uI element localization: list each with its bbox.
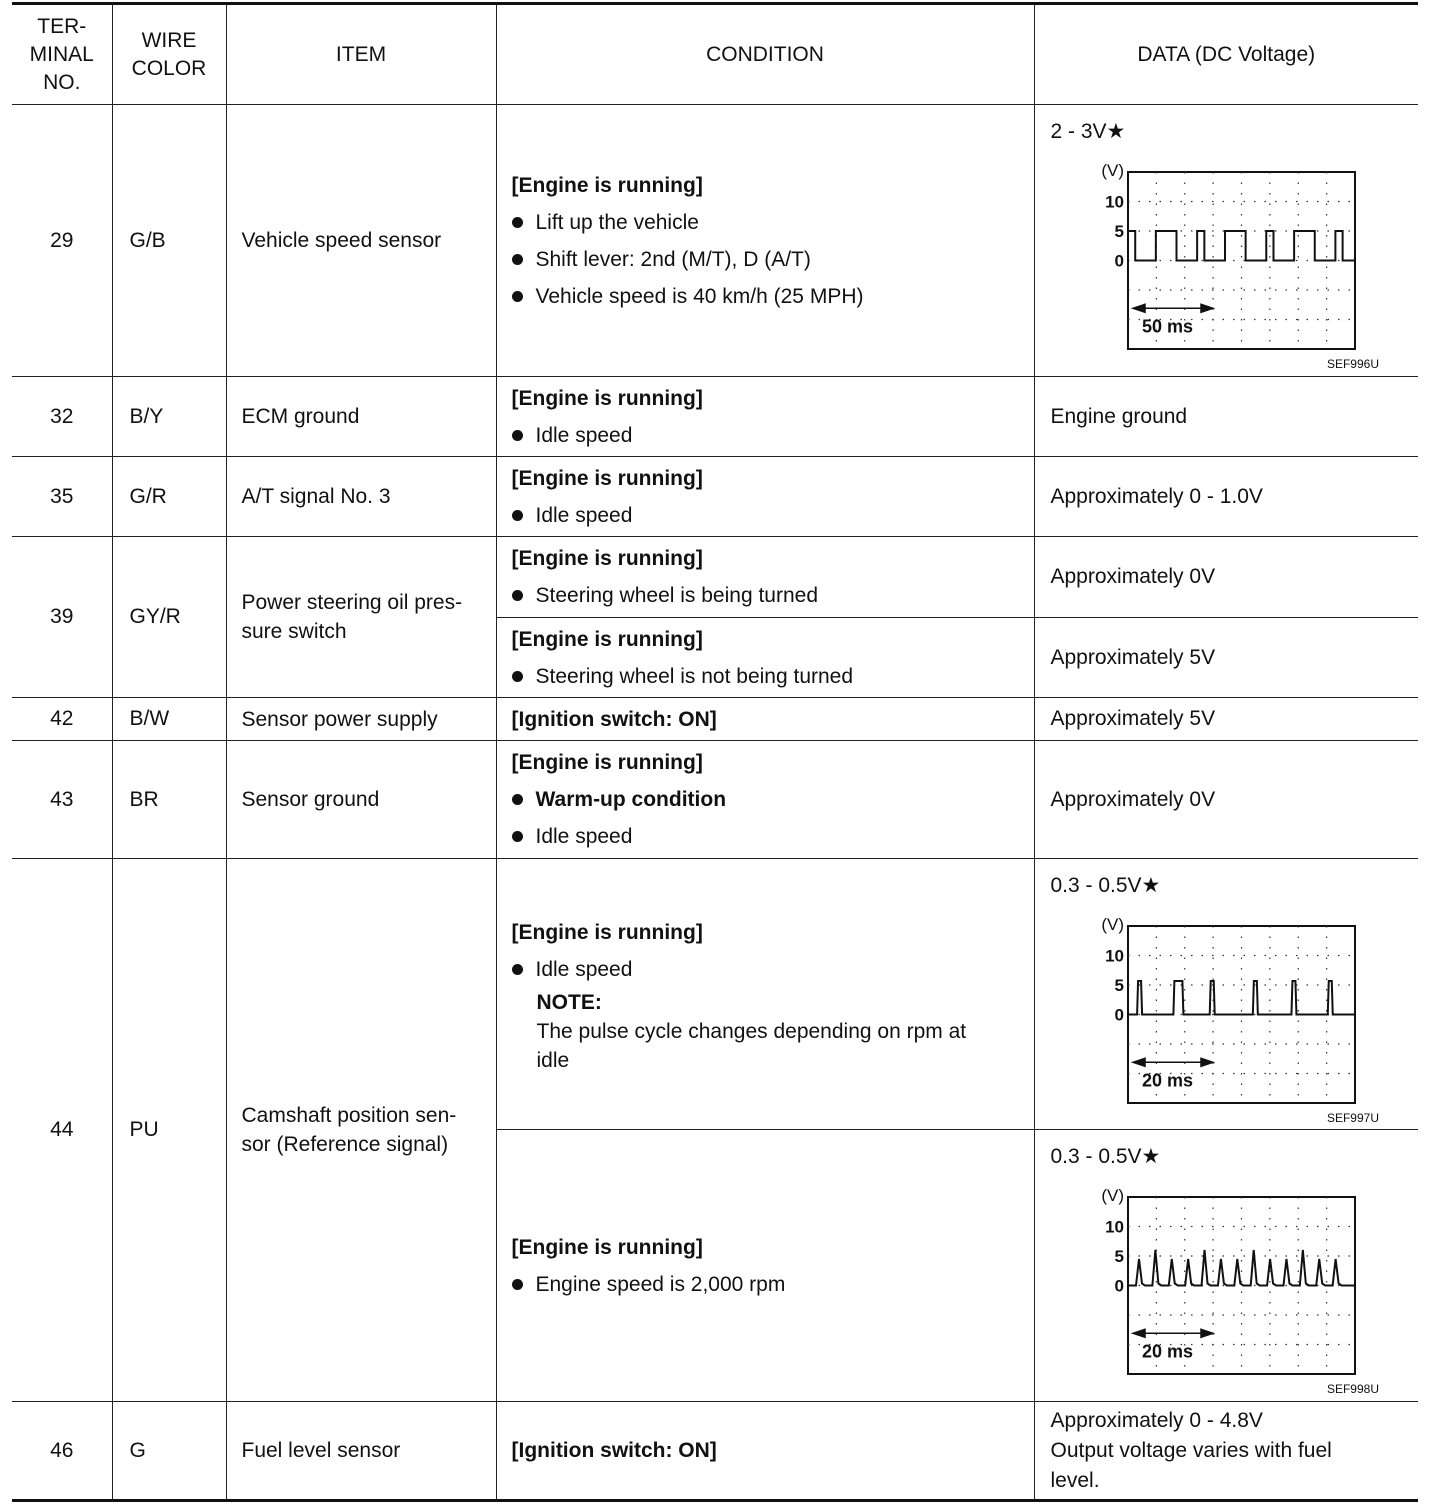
tick-label-0: 0 [1114, 1276, 1124, 1296]
data-label: 0.3 - 0.5V★ [1050, 1145, 1161, 1168]
table-row [12, 1402, 1418, 1501]
wire-color: G [112, 1402, 226, 1501]
data-value: Approximately 0V [1034, 537, 1418, 618]
bullet-icon [512, 291, 523, 302]
condition-bullet [512, 1266, 1022, 1303]
condition [496, 618, 1034, 698]
bullet-icon [512, 254, 523, 265]
condition-bullet [512, 241, 1022, 278]
header-terminal-line1: TER- [37, 14, 87, 38]
oscilloscope-waveform [1051, 901, 1419, 1126]
note-label: NOTE: [536, 990, 602, 1014]
header-terminal-line2: MINAL [29, 42, 94, 66]
note-line: idle [536, 1048, 570, 1072]
data-value [1034, 859, 1418, 1130]
bullet-text: Shift lever: 2nd (M/T), D (A/T) [535, 247, 811, 271]
figure-code: SEF997U [1326, 1111, 1379, 1125]
bullet-text: Idle speed [535, 825, 633, 848]
wire-color: G/B [112, 105, 226, 377]
condition-heading: [Engine is running] [511, 386, 703, 410]
table-row [12, 105, 1418, 377]
header-item: ITEM [226, 4, 496, 105]
condition [496, 377, 1034, 457]
signal-trace [1128, 981, 1355, 1015]
condition-heading: [Ignition switch: ON] [511, 1439, 717, 1462]
data-value: Engine ground [1034, 377, 1418, 457]
note-text [512, 1017, 1022, 1075]
item: Sensor power supply [226, 698, 496, 741]
terminal-no: 43 [12, 741, 112, 859]
oscilloscope-waveform [1051, 1172, 1419, 1397]
data-value: Approximately 5V [1034, 618, 1418, 698]
terminal-no: 29 [12, 105, 112, 377]
condition-bullet [512, 818, 1022, 855]
terminal-data-table [12, 2, 1418, 1502]
condition [496, 457, 1034, 537]
waveform-svg [1051, 901, 1381, 1126]
figure-code: SEF998U [1326, 1382, 1379, 1396]
bullet-text: Idle speed [535, 503, 633, 527]
item [226, 537, 496, 698]
bullet-text: Engine speed is 2,000 rpm [535, 1272, 786, 1296]
unit-label: (V) [1100, 915, 1124, 934]
item: Vehicle speed sensor [226, 105, 496, 377]
terminal-no: 39 [12, 537, 112, 698]
condition-bullet [512, 781, 1022, 818]
condition-heading: [Engine is running] [511, 751, 703, 774]
data-value: Approximately 0 - 1.0V [1034, 457, 1418, 537]
data-line: Approximately 0 - 4.8V [1050, 1408, 1263, 1432]
oscilloscope-waveform [1051, 147, 1419, 372]
table-row [12, 537, 1418, 618]
condition [496, 859, 1034, 1130]
wire-color: PU [112, 859, 226, 1402]
figure-code: SEF996U [1326, 357, 1379, 371]
bullet-icon [512, 217, 523, 228]
bullet-icon [512, 964, 523, 975]
item: Sensor ground [226, 741, 496, 859]
tick-label-0: 0 [1114, 1005, 1124, 1025]
condition-bullet [512, 577, 1022, 614]
unit-label: (V) [1100, 161, 1124, 180]
condition-heading: [Engine is running] [511, 627, 703, 651]
bullet-icon [512, 1279, 523, 1290]
wire-color: BR [112, 741, 226, 859]
condition-heading: [Ignition switch: ON] [511, 707, 717, 731]
bullet-icon [512, 430, 523, 441]
time-scale-arrow [1133, 1329, 1213, 1337]
condition-bullet [512, 951, 1022, 988]
header-terminal [12, 4, 112, 105]
header-terminal-line3: NO. [43, 70, 81, 94]
condition [496, 537, 1034, 618]
unit-label: (V) [1100, 1186, 1124, 1205]
tick-label-10: 10 [1104, 946, 1124, 966]
header-condition: CONDITION [496, 4, 1034, 105]
data-value [1034, 1402, 1418, 1501]
table-row [12, 698, 1418, 741]
bullet-text: Warm-up condition [535, 788, 727, 811]
tick-label-0: 0 [1114, 251, 1124, 271]
table-row [12, 859, 1418, 1130]
bullet-text: Idle speed [535, 957, 633, 981]
item: Fuel level sensor [226, 1402, 496, 1501]
bullet-icon [512, 671, 523, 682]
item-line: sure switch [241, 620, 347, 643]
item-line: sor (Reference signal) [241, 1133, 449, 1156]
condition-heading: [Engine is running] [511, 466, 703, 490]
wire-color: B/W [112, 698, 226, 741]
tick-label-5: 5 [1114, 976, 1124, 995]
data-label: 2 - 3V★ [1050, 120, 1126, 143]
table-row [12, 741, 1418, 859]
note-line: The pulse cycle changes depending on rpm at [536, 1019, 967, 1043]
header-wire-line2: COLOR [131, 56, 207, 80]
condition-heading: [Engine is running] [511, 1235, 703, 1259]
waveform-svg [1051, 1172, 1381, 1397]
terminal-no: 44 [12, 859, 112, 1402]
item [226, 859, 496, 1402]
data-value: Approximately 0V [1034, 741, 1418, 859]
condition-bullet [512, 417, 1022, 454]
header-wire [112, 4, 226, 105]
time-scale-label: 20 ms [1141, 1341, 1193, 1362]
bullet-icon [512, 831, 523, 842]
data-value [1034, 1130, 1418, 1402]
data-line: Output voltage varies with fuel [1050, 1438, 1332, 1462]
terminal-no: 42 [12, 698, 112, 741]
condition-heading: [Engine is running] [511, 173, 703, 197]
condition [496, 1130, 1034, 1402]
tick-label-5: 5 [1114, 222, 1124, 241]
condition [496, 698, 1034, 741]
data-value: Approximately 5V [1034, 698, 1418, 741]
bullet-icon [512, 590, 523, 601]
header-data: DATA (DC Voltage) [1034, 4, 1418, 105]
time-scale-arrow [1133, 304, 1213, 312]
condition-bullet [512, 658, 1022, 695]
item: A/T signal No. 3 [226, 457, 496, 537]
waveform-svg [1051, 147, 1381, 372]
bullet-icon [512, 510, 523, 521]
condition [496, 105, 1034, 377]
signal-trace [1128, 1250, 1355, 1286]
item: ECM ground [226, 377, 496, 457]
bullet-text: Steering wheel is being turned [535, 584, 819, 607]
tick-label-5: 5 [1114, 1247, 1124, 1266]
condition-heading: [Engine is running] [511, 547, 703, 570]
terminal-no: 35 [12, 457, 112, 537]
time-scale-label: 50 ms [1141, 316, 1193, 337]
data-line: level. [1050, 1468, 1100, 1492]
table-row [12, 457, 1418, 537]
wire-color: GY/R [112, 537, 226, 698]
condition-bullet [512, 278, 1022, 315]
terminal-no: 32 [12, 377, 112, 457]
condition-bullet [512, 204, 1022, 241]
time-scale-label: 20 ms [1141, 1070, 1193, 1091]
wire-color: B/Y [112, 377, 226, 457]
data-value [1034, 105, 1418, 377]
header-row [12, 4, 1418, 105]
item-line: Camshaft position sen- [241, 1104, 457, 1127]
condition [496, 1402, 1034, 1501]
condition [496, 741, 1034, 859]
item-line: Power steering oil pres- [241, 591, 463, 614]
condition-heading: [Engine is running] [511, 920, 703, 944]
bullet-text: Vehicle speed is 40 km/h (25 MPH) [535, 284, 864, 308]
tick-label-10: 10 [1104, 192, 1124, 212]
bullet-text: Steering wheel is not being turned [535, 664, 854, 688]
data-label: 0.3 - 0.5V★ [1050, 874, 1161, 897]
bullet-text: Lift up the vehicle [535, 210, 699, 234]
bullet-text: Idle speed [535, 423, 633, 447]
wire-color: G/R [112, 457, 226, 537]
tick-label-10: 10 [1104, 1217, 1124, 1237]
terminal-no: 46 [12, 1402, 112, 1501]
condition-bullet [512, 497, 1022, 534]
table-row [12, 377, 1418, 457]
header-wire-line1: WIRE [141, 28, 197, 52]
time-scale-arrow [1133, 1058, 1213, 1066]
bullet-icon [512, 794, 523, 805]
